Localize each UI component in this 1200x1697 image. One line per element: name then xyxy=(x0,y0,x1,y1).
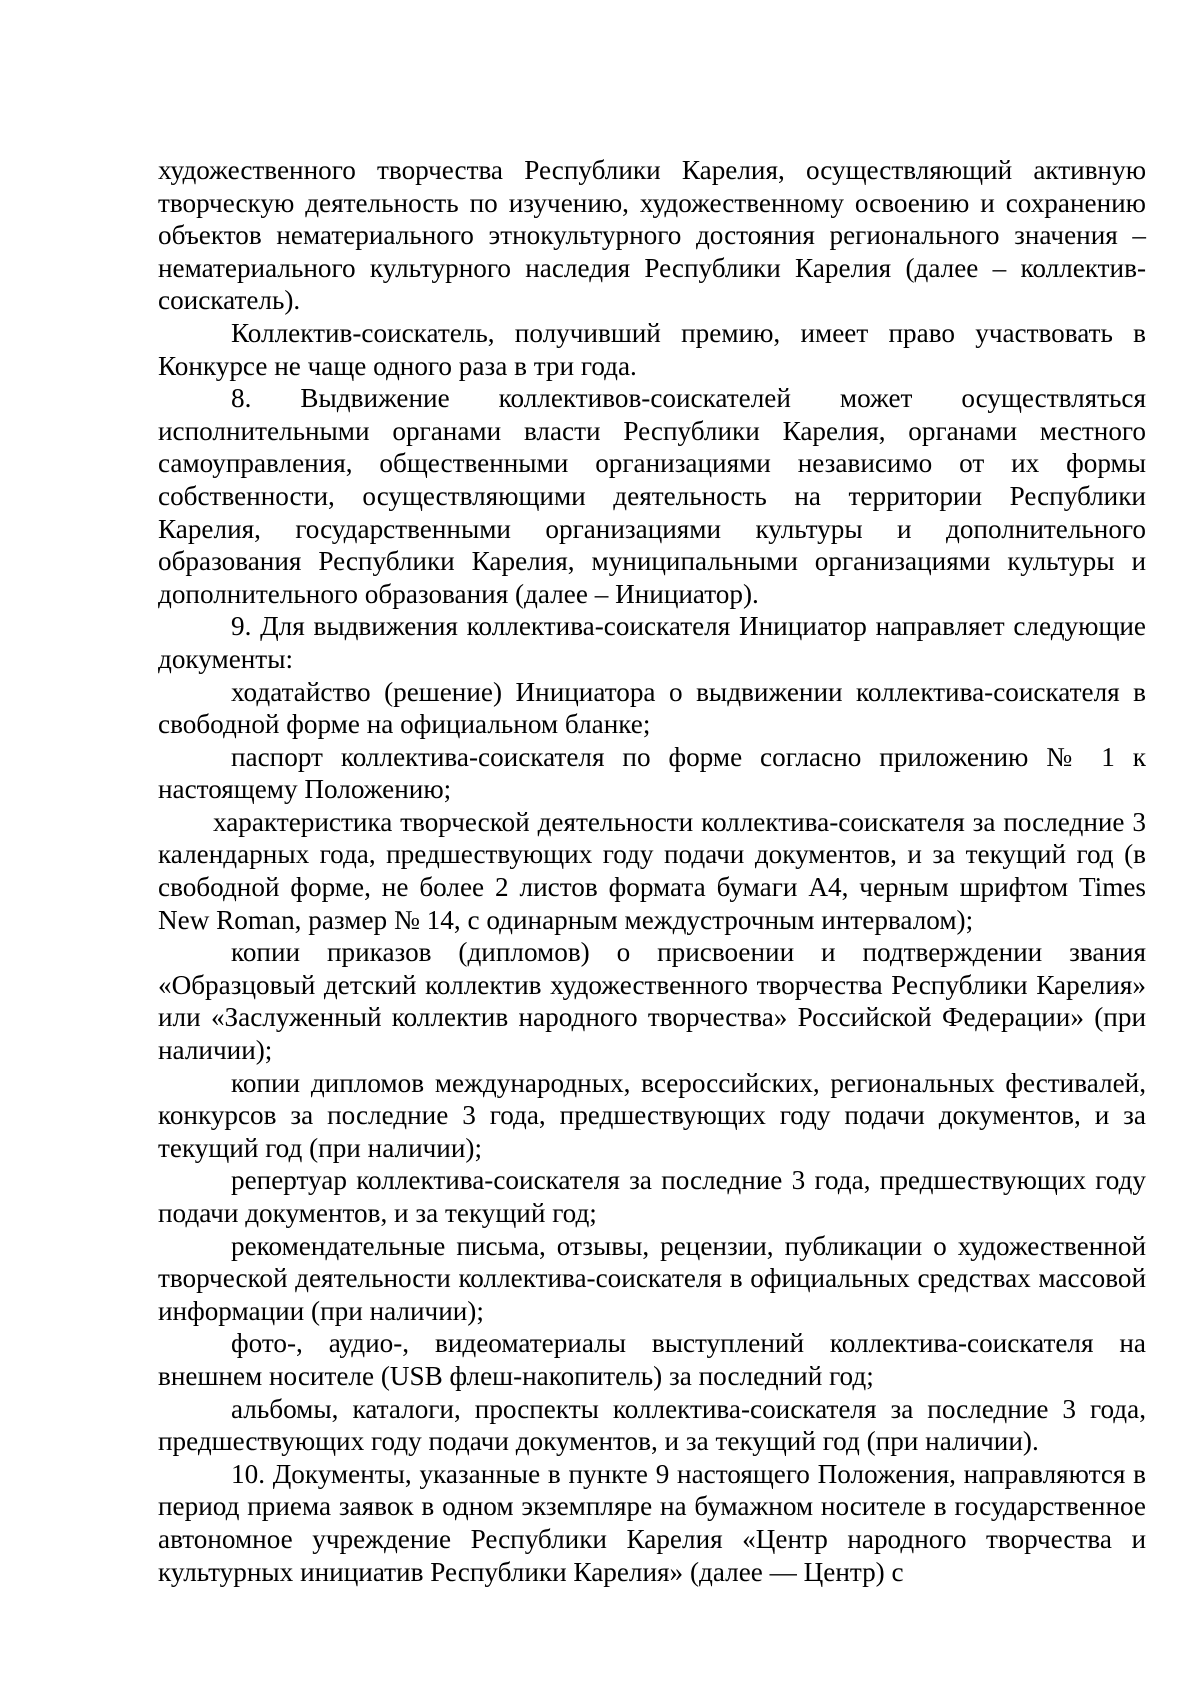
paragraph-item-10-submission: 10. Документы, указанные в пункте 9 настоящего Положения, направляются в период приема заявок в одном экземпляре на бумажном носителе в государственное автономное учреждение Республики Карелия «Центр народного творчества и культурных инициатив Республики Карелия» (далее — Центр) с xyxy=(158,1458,1146,1587)
list-item-passport: паспорт коллектива-соискателя по форме согласно приложению № 1 к настоящему Положению; xyxy=(158,741,1146,805)
list-item-repertoire: репертуар коллектива-соискателя за последние 3 года, предшествующих году подачи документов, и за текущий год; xyxy=(158,1165,1146,1228)
list-item-title-orders: копии приказов (дипломов) о присвоении и подтверждении звания «Образцовый детский коллектив художественного творчества Республики Карелия» или «Заслуженный коллектив народного творчества» Российской Федерации» (при наличии); xyxy=(158,937,1146,1066)
list-item-petition: ходатайство (решение) Инициатора о выдвижении коллектива-соискателя в свободной форме на официальном бланке; xyxy=(158,676,1146,740)
list-item-characteristics: характеристика творческой деятельности коллектива-соискателя за последние 3 календарных года, предшествующих году подачи документов, и за текущий год (в свободной форме, не более 2 листов формата бумаги А4, черным шрифтом Times New Roman, размер № 14, с одинарным междустрочным интервалом); xyxy=(158,806,1146,935)
list-item-media: фото-, аудио-, видеоматериалы выступлений коллектива-соискателя на внешнем носителе (USB флеш-накопитель) за последний год; xyxy=(158,1328,1146,1391)
paragraph-item-9-documents: 9. Для выдвижения коллектива-соискателя Инициатор направляет следующие документы: xyxy=(158,611,1146,674)
paragraph-participation-limit: Коллектив-соискатель, получивший премию, имеет право участвовать в Конкурсе не чаще одного раза в три года. xyxy=(158,317,1146,381)
document-page xyxy=(158,154,1146,1588)
list-item-diplomas: копии дипломов международных, всероссийских, региональных фестивалей, конкурсов за последние 3 года, предшествующих году подачи документов, и за текущий год (при наличии); xyxy=(158,1067,1146,1163)
list-item-albums: альбомы, каталоги, проспекты коллектива-соискателя за последние 3 года, предшествующих году подачи документов, и за текущий год (при наличии). xyxy=(158,1393,1146,1457)
paragraph-item-8-nomination: 8. Выдвижение коллективов-соискателей может осуществляться исполнительными органами власти Республики Карелия, органами местного самоуправления, общественными организациями независимо от их формы собственности, осуществляющими деятельность на территории Республики Карелия, государственными организациями культуры и дополнительного образования Республики Карелия, муниципальными организациями культуры и дополнительного образования (далее – Инициатор). xyxy=(158,383,1146,609)
paragraph-nominee-definition-continued: художественного творчества Республики Карелия, осуществляющий активную творческую деятельность по изучению, художественному освоению и сохранению объектов нематериального этнокультурного достояния регионального значения – нематериального культурного наследия Республики Карелия (далее – коллектив-соискатель). xyxy=(158,155,1146,316)
list-item-recommendations: рекомендательные письма, отзывы, рецензии, публикации о художественной творческой деятельности коллектива-соискателя в официальных средствах массовой информации (при наличии); xyxy=(158,1230,1146,1326)
